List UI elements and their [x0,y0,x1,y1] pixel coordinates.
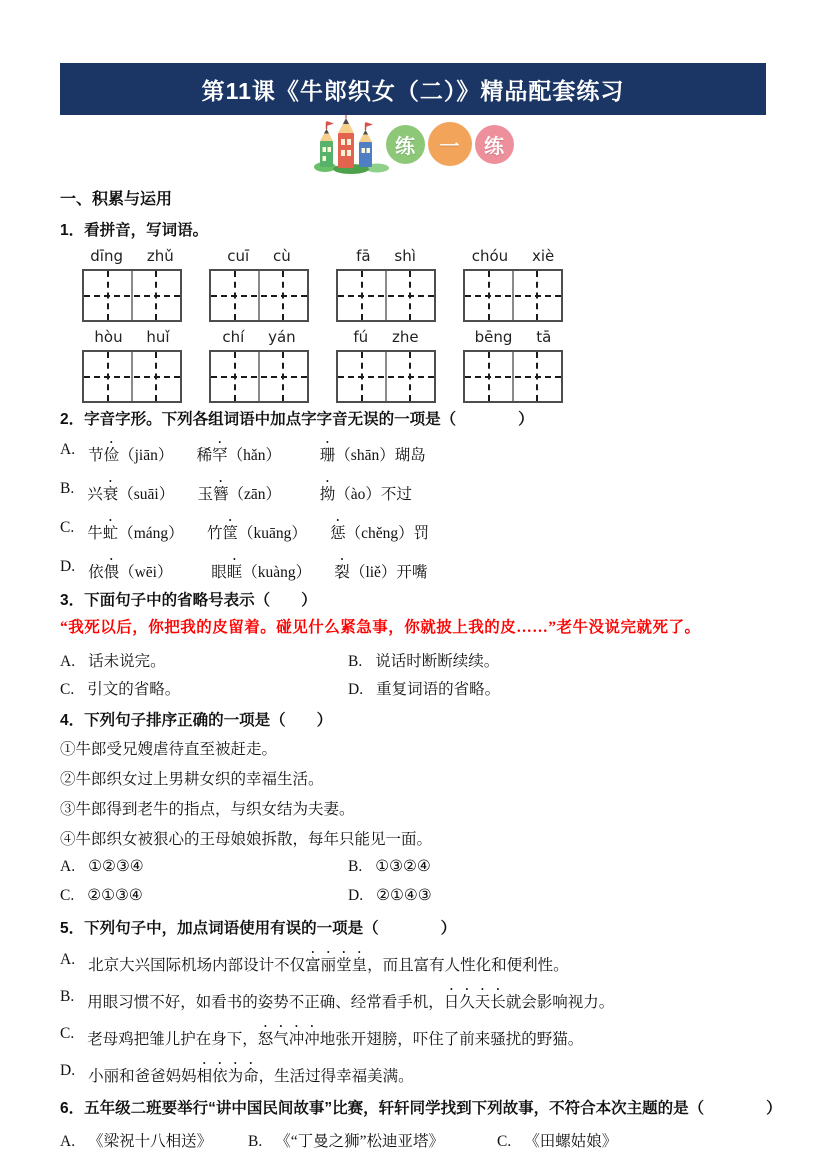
option-label: A. [60,1133,76,1150]
q3-options-row-2 [60,679,766,701]
q6-option-c [497,1131,766,1153]
q6-option-b [248,1131,497,1153]
pinyin-grid-unit [336,326,436,403]
q3-quote: “我死以后，你把我的皮留着。碰见什么紧急事，你就披上我的皮……”老牛没说完就死了。 [60,619,701,636]
practice-badge [0,115,826,173]
q6-title: 6．五年级二班要举行“讲中国民间故事”比赛，轩轩同学找到下列故事，不符合本次主题的是（ ） [60,1100,782,1117]
pinyin-grid-unit [463,326,563,403]
pinyin-label: hòu huǐ [94,328,170,346]
q2-title: 2．字音字形。下列各组词语中加点字字音无误的一项是（ ） [60,411,534,428]
q4-item-2: ②牛郎织女过上男耕女织的幸福生活。 [60,771,324,788]
pinyin-grid-row-1 [60,245,766,322]
practice-badge-inner [313,114,514,174]
pinyin-grid-unit [82,326,182,403]
pinyin-grid-unit [209,245,309,322]
option-label: A. [60,858,76,875]
pinyin-grid-unit [463,245,563,322]
q4-options-row-2 [60,885,766,907]
badge-circles [383,122,514,166]
option-label: C. [60,519,75,536]
option-label: B. [348,858,363,875]
option-label: D. [348,681,364,698]
option-text: 老母鸡把雏儿护在身下，怒气冲冲地张开翅膀，吓住了前来骚扰的野猫。 [87,1031,584,1048]
pinyin-label: dīng zhǔ [90,247,174,265]
q4-option-d [348,885,766,907]
option-text: 《梁祝十八相送》 [88,1133,213,1150]
q3-option-c [60,679,348,701]
option-label: A. [60,441,76,458]
option-text: ①③②④ [375,858,431,875]
option-text: 说话时断断续续。 [375,653,500,670]
q2-option-c [60,516,766,546]
pinyin-label: fā shì [356,247,416,265]
q5-option-c [60,1022,766,1052]
writing-grid [336,269,436,322]
q3-option-b [348,651,766,673]
pinyin-label: bēng tā [474,328,552,346]
q2-option-a [60,438,766,468]
pinyin-grid-unit [82,245,182,322]
q4-title: 4．下列句子排序正确的一项是（ ） [60,712,333,729]
q3-title: 3．下面句子中的省略号表示（ ） [60,592,317,609]
writing-grid [209,269,309,322]
writing-grid [82,350,182,403]
option-label: D. [348,887,364,904]
pinyin-grid-unit [336,245,436,322]
q5-title: 5．下列句子中，加点词语使用有误的一项是（ ） [60,920,457,937]
q4-options-row-1 [60,856,766,878]
pinyin-label: chóu xiè [471,247,555,265]
q3-option-d [348,679,766,701]
option-label: B. [248,1133,263,1150]
option-text: 兴衰（suāi） 玉簪（zān） 拗（ào）不过 [87,486,412,503]
badge-circle-lian-2: 练 [475,125,514,164]
pinyin-label: fú zhe [353,328,419,346]
option-text: 牛虻（máng） 竹筐（kuāng） 惩（chěng）罚 [87,525,430,542]
q4-option-a [60,856,348,878]
q5-option-d [60,1059,766,1089]
title-banner [60,63,766,115]
q5-option-b [60,985,766,1015]
writing-grid [463,350,563,403]
writing-grid [336,350,436,403]
pencil-castle-icon [313,114,393,174]
option-text: ②①④③ [376,887,432,904]
q4-option-c [60,885,348,907]
q4-item-1: ①牛郎受兄嫂虐待直至被赶走。 [60,741,278,758]
q3-options-row-1 [60,651,766,673]
q4-item-4: ④牛郎织女被狠心的王母娘娘拆散，每年只能见一面。 [60,831,433,848]
option-text: ②①③④ [87,887,143,904]
pinyin-label: chí yán [222,328,296,346]
q3-option-a [60,651,348,673]
option-label: A. [60,653,76,670]
option-label: D. [60,558,76,575]
option-text: 用眼习惯不好，如看书的姿势不正确、经常看手机，日久天长就会影响视力。 [87,994,615,1011]
option-label: A. [60,951,76,968]
option-text: 话未说完。 [88,653,166,670]
badge-circle-lian-1: 练 [386,125,425,164]
q4-item-3: ③牛郎得到老牛的指点，与织女结为夫妻。 [60,801,355,818]
option-text: 节俭（jiān） 稀罕（hǎn） 珊（shān）瑚岛 [88,447,426,464]
pinyin-grid-row-2 [60,326,766,403]
option-text: 《“丁曼之狮”松迪亚塔》 [275,1133,444,1150]
section-heading: 一、积累与运用 [60,191,173,208]
option-text: ①②③④ [88,858,144,875]
option-label: C. [60,887,75,904]
option-text: 《田螺姑娘》 [524,1133,618,1150]
worksheet-content [0,190,826,1153]
q4-option-b [348,856,766,878]
option-label: B. [348,653,363,670]
q6-options-row [60,1131,766,1153]
page-title: 第11课《牛郎织女（二）》精品配套练习 [201,77,625,104]
option-text: 引文的省略。 [87,681,181,698]
badge-circle-yi: 一 [428,122,472,166]
option-label: B. [60,988,75,1005]
q1-title: 1．看拼音，写词语。 [60,222,209,239]
q2-option-b [60,477,766,507]
option-text: 小丽和爸爸妈妈相依为命，生活过得幸福美满。 [88,1068,414,1085]
q6-option-a [60,1131,248,1153]
option-label: B. [60,480,75,497]
pinyin-label: cuī cù [227,247,291,265]
writing-grid [209,350,309,403]
pinyin-grid-unit [209,326,309,403]
option-label: C. [497,1133,512,1150]
writing-grid [463,269,563,322]
writing-grid [82,269,182,322]
option-text: 依偎（wēi） 眼眶（kuàng） 裂（liě）开嘴 [88,564,428,581]
option-label: C. [60,1025,75,1042]
q2-option-d [60,555,766,585]
option-label: C. [60,681,75,698]
option-text: 重复词语的省略。 [376,681,501,698]
q5-option-a [60,948,766,978]
option-label: D. [60,1062,76,1079]
option-text: 北京大兴国际机场内部设计不仅富丽堂皇，而且富有人性化和便利性。 [88,957,569,974]
